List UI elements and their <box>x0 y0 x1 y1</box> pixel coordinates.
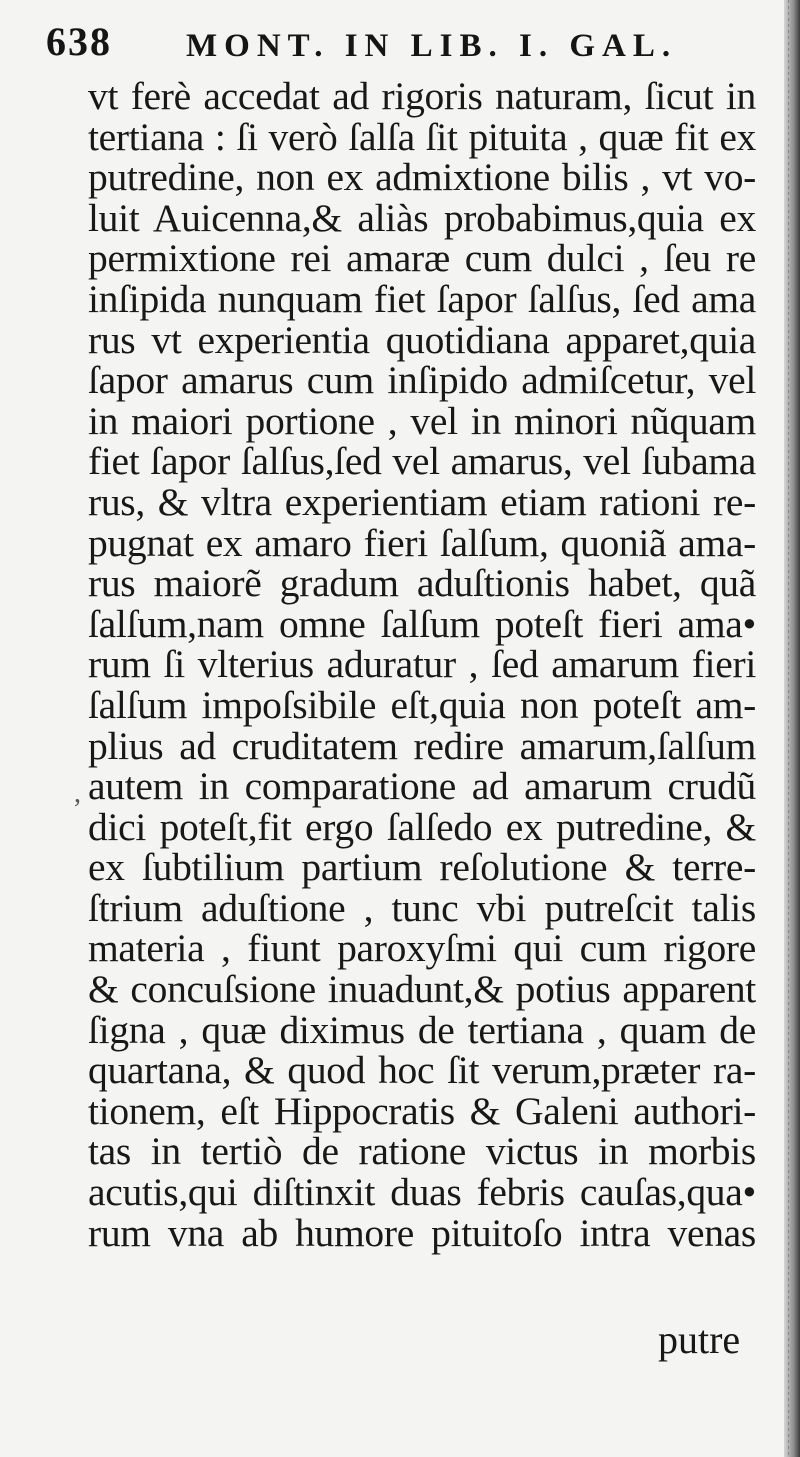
text-line: tas in tertiò de ratione victus in morbis <box>88 1129 756 1174</box>
text-line: rus vt experientia quotidiana apparet,quia <box>88 317 756 362</box>
text-line: rum ſi vlterius aduratur , ſed amarum fieri <box>88 642 756 687</box>
text-line: putredine, non ex admixtione bilis , vt vo- <box>88 155 756 200</box>
text-line: ſalſum impoſsibile eſt,quia non poteſt am- <box>88 682 756 727</box>
text-line: permixtione rei amaræ cum dulci , ſeu re <box>88 236 756 281</box>
page-header <box>46 14 746 70</box>
text-line: autem in comparatione ad amarum crudũ <box>88 764 756 809</box>
catchword: putre <box>658 1317 741 1362</box>
text-line: ſapor amarus cum inſipido admiſcetur, vel <box>88 358 756 403</box>
margin-mark: , <box>74 778 81 809</box>
text-line: luit Auicenna,& aliàs probabimus,quia ex <box>88 195 756 240</box>
text-line: rus maiorẽ gradum aduſtionis habet, quã <box>88 561 756 606</box>
text-line: quartana, & quod hoc ſit verum,præter ra- <box>88 1048 756 1093</box>
page-number: 638 <box>46 19 112 64</box>
text-line: acutis,qui diſtinxit duas febris cauſas,qua• <box>88 1170 756 1215</box>
text-line: dici poteſt,fit ergo ſalſedo ex putredine, & <box>88 804 756 849</box>
text-line: tionem, eſt Hippocratis & Galeni authori- <box>88 1088 756 1133</box>
text-line: pugnat ex amaro fieri ſalſum, quoniã ama- <box>88 520 756 565</box>
page-edge-shadow <box>784 0 800 1457</box>
text-line: vt ferè accedat ad rigoris naturam, ſicut in <box>88 74 756 118</box>
body-text <box>88 76 756 1253</box>
text-line: in maiori portione , vel in minori nũquam <box>88 398 756 443</box>
text-line: rum vna ab humore pituitoſo intra venas <box>88 1210 756 1255</box>
text-line: rus, & vltra experientiam etiam rationi re- <box>88 479 756 524</box>
text-line: inſipida nunquam fiet ſapor ſalſus, ſed ama <box>88 276 756 321</box>
text-line: ſalſum,nam omne ſalſum poteſt fieri ama• <box>88 601 756 646</box>
text-line: ſigna , quæ diximus de tertiana , quam de <box>88 1007 756 1052</box>
text-line: ſtrium aduſtione , tunc vbi putreſcit talis <box>88 885 756 930</box>
running-head: MONT. IN LIB. I. GAL. <box>186 28 678 64</box>
text-line: & concuſsione inuadunt,& potius apparent <box>88 967 756 1012</box>
text-line: plius ad cruditatem redire amarum,ſalſum <box>88 723 756 768</box>
text-line: ex ſubtilium partium reſolutione & terre- <box>88 845 756 890</box>
text-line: tertiana : ſi verò ſalſa ſit pituita , quæ fit ex <box>88 114 756 159</box>
text-line: fiet ſapor ſalſus,ſed vel amarus, vel ſubama <box>88 439 756 484</box>
text-line: materia , fiunt paroxyſmi qui cum rigore <box>88 926 756 971</box>
